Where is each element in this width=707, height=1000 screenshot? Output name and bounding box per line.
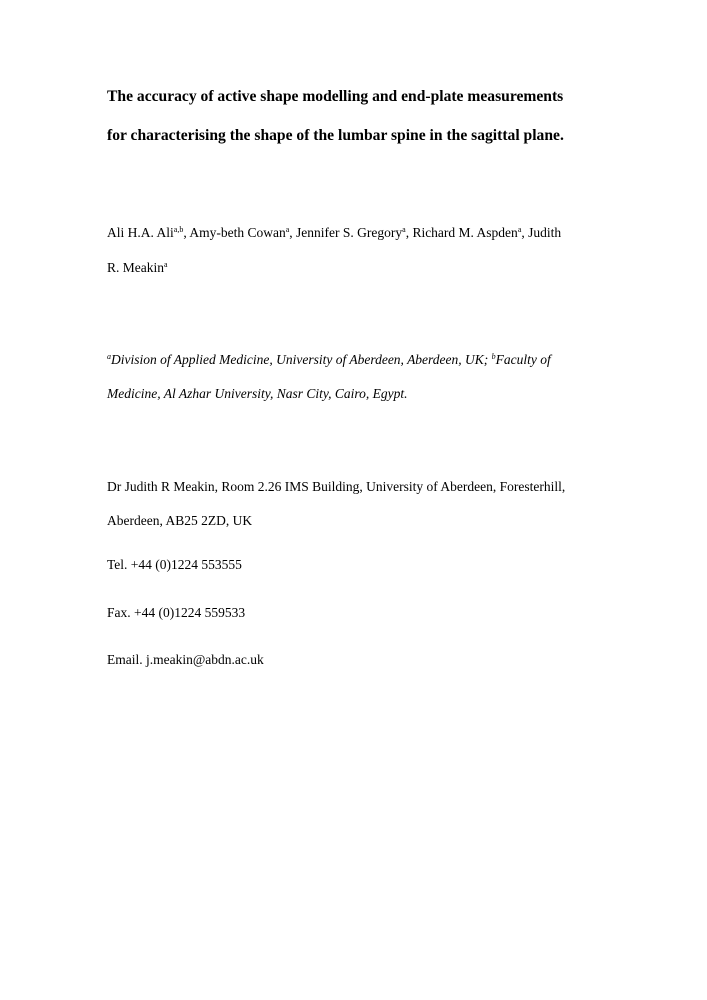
correspondence-address-line-2: Aberdeen, AB25 2ZD, UK — [107, 513, 253, 528]
author-2-affiliation-mark: a — [285, 225, 290, 234]
author-3-name: , Jennifer S. Gregory — [289, 225, 403, 240]
correspondence-address-line-1: Dr Judith R Meakin, Room 2.26 IMS Building, University of Aberdeen, Foresterhill, — [107, 479, 566, 494]
correspondence-tel: Tel. +44 (0)1224 553555 — [107, 557, 242, 572]
author-4-affiliation-mark: a — [517, 225, 522, 234]
author-5-affiliation-mark: a — [164, 260, 168, 269]
author-4-name: , Richard M. Aspden — [405, 225, 518, 240]
authors-line-2 — [107, 260, 168, 276]
author-1-name: Ali H.A. Ali — [107, 225, 174, 240]
title-line-2: for characterising the shape of the lumbar spine in the sagittal plane. — [107, 127, 564, 144]
author-3-affiliation-mark: a — [402, 225, 406, 234]
affiliation-a-mark: a — [107, 352, 111, 361]
authors-line-1 — [107, 225, 561, 241]
affiliation-a-text: Division of Applied Medicine, University of Aberdeen, Aberdeen, UK; — [111, 352, 492, 367]
affiliation-b-text-part1: Faculty of — [495, 352, 551, 367]
affiliation-b-mark: b — [491, 352, 496, 361]
correspondence-email: Email. j.meakin@abdn.ac.uk — [107, 652, 264, 667]
author-2-name: , Amy-beth Cowan — [183, 225, 286, 240]
affiliations-line-2: Medicine, Al Azhar University, Nasr City, Cairo, Egypt. — [107, 386, 408, 401]
title-line-1: The accuracy of active shape modelling and end-plate measurements — [107, 88, 564, 105]
author-5-name-part2: R. Meakin — [107, 260, 164, 275]
affiliations-line-1 — [107, 352, 551, 368]
correspondence-fax: Fax. +44 (0)1224 559533 — [107, 605, 246, 620]
author-5-name-part1: , Judith — [521, 225, 562, 240]
author-1-affiliation-mark: a,b — [173, 225, 184, 234]
